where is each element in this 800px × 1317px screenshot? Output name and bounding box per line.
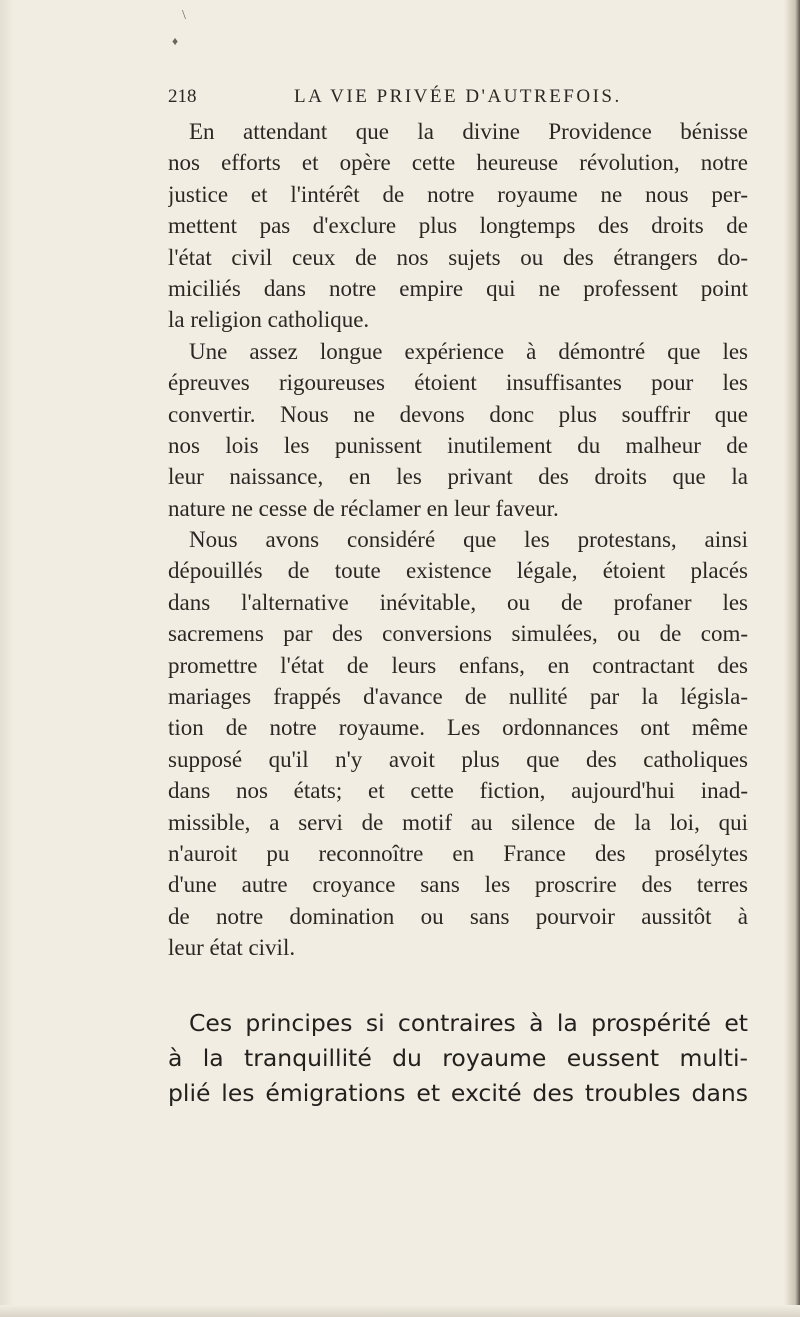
- text-line: Nous avons considéré que les protestans, ainsi: [189, 527, 748, 553]
- text-line: nos efforts et opère cette heureuse révolution, notre: [168, 150, 748, 176]
- text-line: convertir. Nous ne devons donc plus souffrir que: [168, 401, 748, 427]
- text-line: de notre domination ou sans pourvoir aussitôt à: [168, 903, 748, 929]
- page-edge-bottom: [0, 1305, 800, 1317]
- page-number: 218: [168, 86, 197, 107]
- text-line: mariages frappés d'avance de nullité par la législa-: [168, 684, 748, 710]
- text-line: promettre l'état de leurs enfans, en contractant des: [168, 652, 748, 678]
- text-line: dans nos états; et cette fiction, aujourd'hui inad-: [168, 778, 748, 804]
- text-line: d'une autre croyance sans les proscrire des terres: [168, 872, 748, 898]
- text-line: sacremens par des conversions simulées, ou de com-: [168, 621, 748, 647]
- text-line: n'auroit pu reconnoître en France des prosélytes: [168, 840, 748, 866]
- bullet-mark: ♦: [172, 34, 179, 48]
- running-title: LA VIE PRIVÉE D'AUTREFOIS.: [294, 86, 622, 107]
- text-line: à la tranquillité du royaume eussent multi-: [168, 1044, 748, 1072]
- text-line: dépouillés de toute existence légale, étoient placés: [168, 558, 748, 584]
- text-line: En attendant que la divine Providence bénisse: [189, 119, 748, 144]
- text-line: l'état civil ceux de nos sujets ou des étrangers do-: [168, 244, 748, 270]
- page-edge-left: [0, 0, 14, 1317]
- paragraph-2: [168, 1006, 748, 1111]
- text-line: tion de notre royaume. Les ordonnances ont même: [168, 715, 748, 741]
- text-line: plié les émigrations et excité des troubles dans: [168, 1079, 748, 1107]
- text-line: épreuves rigoureuses étoient insuffisantes pour les: [168, 370, 748, 396]
- paragraph-1: [168, 116, 748, 964]
- text-line: Ces principes si contraires à la prospérité et: [189, 1009, 748, 1037]
- text-line: missible, a servi de motif au silence de la loi, qui: [168, 809, 748, 835]
- text-line: miciliés dans notre empire qui ne professent point: [168, 275, 748, 301]
- page-edge-right: [784, 0, 800, 1317]
- text-line: la religion catholique.: [168, 307, 370, 333]
- text-line: justice et l'intérêt de notre royaume ne nous per-: [168, 181, 748, 207]
- text-line: nos lois les punissent inutilement du malheur de: [168, 432, 748, 458]
- text-line: Une assez longue expérience à démontré que les: [189, 338, 748, 364]
- text-line: dans l'alternative inévitable, ou de profaner les: [168, 589, 748, 615]
- top-mark: \: [182, 8, 186, 23]
- text-line: leur naissance, en les privant des droits que la: [168, 464, 748, 490]
- text-line: mettent pas d'exclure plus longtemps des droits de: [168, 213, 748, 239]
- text-line: leur état civil.: [168, 935, 296, 961]
- text-line: nature ne cesse de réclamer en leur faveur.: [168, 495, 559, 521]
- text-line: supposé qu'il n'y avoit plus que des catholiques: [168, 746, 748, 772]
